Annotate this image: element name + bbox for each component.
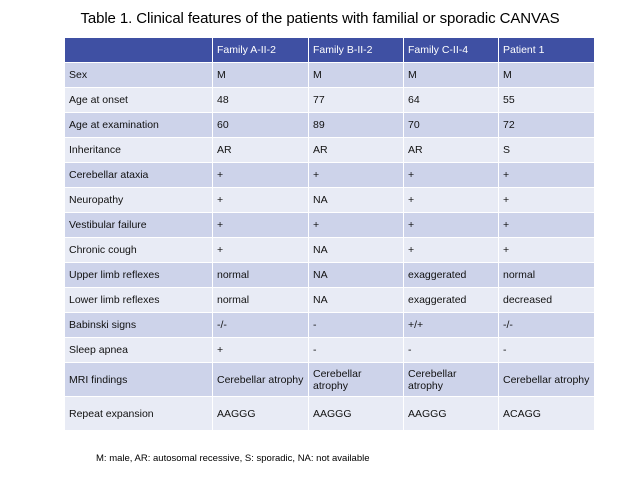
table-cell: - xyxy=(309,313,404,338)
table-cell: 64 xyxy=(404,88,499,113)
table-row xyxy=(65,213,595,238)
clinical-features-table xyxy=(64,37,595,431)
header-row xyxy=(65,38,595,63)
header-cell-family-c: Family C-II-4 xyxy=(404,38,499,63)
table-cell: M xyxy=(499,63,595,88)
table-cell: + xyxy=(309,163,404,188)
table-cell: 60 xyxy=(213,113,309,138)
table-cell: + xyxy=(213,163,309,188)
row-label: Vestibular failure xyxy=(65,213,213,238)
table-title: Table 1. Clinical features of the patients with familial or sporadic CANVAS xyxy=(80,10,560,27)
row-label: Sex xyxy=(65,63,213,88)
table-cell: NA xyxy=(309,263,404,288)
table-cell: 55 xyxy=(499,88,595,113)
table-cell: Cerebellar atrophy xyxy=(213,363,309,397)
row-label: Repeat expansion xyxy=(65,397,213,431)
row-label: Sleep apnea xyxy=(65,338,213,363)
table-row xyxy=(65,363,595,397)
table-cell: + xyxy=(309,213,404,238)
table-cell: + xyxy=(404,213,499,238)
table-row xyxy=(65,113,595,138)
table-row xyxy=(65,138,595,163)
table-cell: - xyxy=(499,338,595,363)
table-cell: AR xyxy=(309,138,404,163)
table-cell: - xyxy=(404,338,499,363)
table-row xyxy=(65,313,595,338)
table-cell: exaggerated xyxy=(404,288,499,313)
table-cell: AAGGG xyxy=(213,397,309,431)
header-cell-family-a: Family A-II-2 xyxy=(213,38,309,63)
row-label: MRI findings xyxy=(65,363,213,397)
table-cell: + xyxy=(404,238,499,263)
table-cell: + xyxy=(213,238,309,263)
table-cell: AR xyxy=(213,138,309,163)
table-cell: 89 xyxy=(309,113,404,138)
header-cell-family-b: Family B-II-2 xyxy=(309,38,404,63)
table-cell: + xyxy=(499,238,595,263)
row-label: Lower limb reflexes xyxy=(65,288,213,313)
table-row xyxy=(65,63,595,88)
table-cell: S xyxy=(499,138,595,163)
row-label: Inheritance xyxy=(65,138,213,163)
row-label: Neuropathy xyxy=(65,188,213,213)
table-row xyxy=(65,163,595,188)
header-cell-feature xyxy=(65,38,213,63)
table-cell: + xyxy=(213,188,309,213)
row-label: Age at onset xyxy=(65,88,213,113)
row-label: Babinski signs xyxy=(65,313,213,338)
row-label: Age at examination xyxy=(65,113,213,138)
table-cell: Cerebellar atrophy xyxy=(499,363,595,397)
table-cell: M xyxy=(404,63,499,88)
table-row xyxy=(65,188,595,213)
table-cell: NA xyxy=(309,188,404,213)
table-cell: -/- xyxy=(499,313,595,338)
table-cell: + xyxy=(404,188,499,213)
table-row xyxy=(65,397,595,431)
table-cell: +/+ xyxy=(404,313,499,338)
table-cell: normal xyxy=(499,263,595,288)
table-footnote: M: male, AR: autosomal recessive, S: sporadic, NA: not available xyxy=(96,453,370,464)
table-row xyxy=(65,238,595,263)
table-row xyxy=(65,288,595,313)
table-cell: AAGGG xyxy=(404,397,499,431)
table-cell: ACAGG xyxy=(499,397,595,431)
table-cell: + xyxy=(213,338,309,363)
table-row xyxy=(65,338,595,363)
row-label: Chronic cough xyxy=(65,238,213,263)
table-cell: + xyxy=(499,188,595,213)
table-cell: normal xyxy=(213,288,309,313)
header-cell-patient-1: Patient 1 xyxy=(499,38,595,63)
table-cell: 70 xyxy=(404,113,499,138)
table-cell: + xyxy=(404,163,499,188)
table-cell: M xyxy=(309,63,404,88)
table-cell: -/- xyxy=(213,313,309,338)
row-label: Upper limb reflexes xyxy=(65,263,213,288)
table-cell: decreased xyxy=(499,288,595,313)
table-row xyxy=(65,88,595,113)
table-cell: Cerebellar atrophy xyxy=(309,363,404,397)
table-cell: + xyxy=(499,213,595,238)
table-cell: Cerebellar atrophy xyxy=(404,363,499,397)
table-cell: 48 xyxy=(213,88,309,113)
table-cell: NA xyxy=(309,238,404,263)
table-cell: AAGGG xyxy=(309,397,404,431)
table-cell: 72 xyxy=(499,113,595,138)
row-label: Cerebellar ataxia xyxy=(65,163,213,188)
table-cell: NA xyxy=(309,288,404,313)
table-cell: - xyxy=(309,338,404,363)
table-row xyxy=(65,263,595,288)
table-cell: + xyxy=(213,213,309,238)
table-cell: + xyxy=(499,163,595,188)
table-cell: M xyxy=(213,63,309,88)
table-cell: exaggerated xyxy=(404,263,499,288)
table-cell: AR xyxy=(404,138,499,163)
table-cell: normal xyxy=(213,263,309,288)
table-cell: 77 xyxy=(309,88,404,113)
